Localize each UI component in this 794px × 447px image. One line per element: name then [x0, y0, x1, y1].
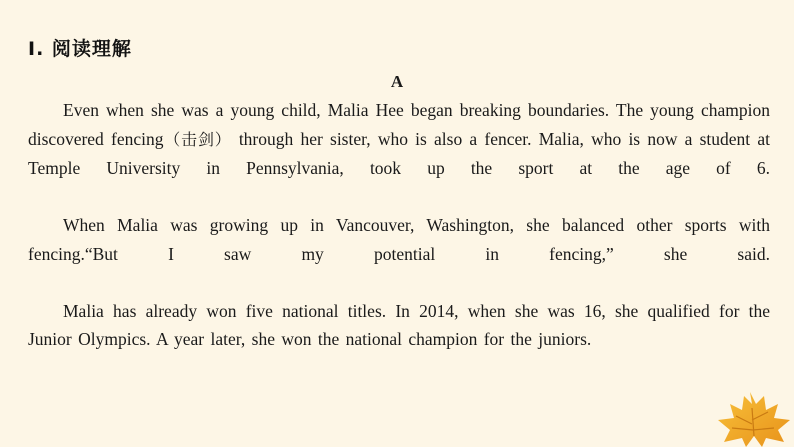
section-title: Ⅰ. 阅读理解: [28, 38, 132, 60]
paragraph-3: Malia has already won five national titles. In 2014, when she was 16, she qualified for the Junior Olympics. A year later, she won the national champion for the juniors.: [28, 300, 770, 349]
chinese-gloss: （击剑）: [163, 129, 232, 149]
maple-leaf-icon: [712, 384, 794, 447]
paragraph-2: When Malia was growing up in Vancouver, Washington, she balanced other sports with fencing.“But I saw my potential in fencing,” she said.: [28, 215, 770, 264]
paragraph-1-text-after: through her sister, who is also a fencer. Malia, who is now a student at Temple University in Pennsylvania, took up the sport at the age of 6.: [28, 128, 771, 178]
passage-body: [28, 96, 770, 354]
paragraph-1: [28, 96, 770, 211]
passage-label: A: [390, 72, 404, 91]
paragraph-1-text-before: Even when she was a young child, Malia Hee began breaking boundaries. The young champion discovered fencing: [28, 100, 770, 149]
